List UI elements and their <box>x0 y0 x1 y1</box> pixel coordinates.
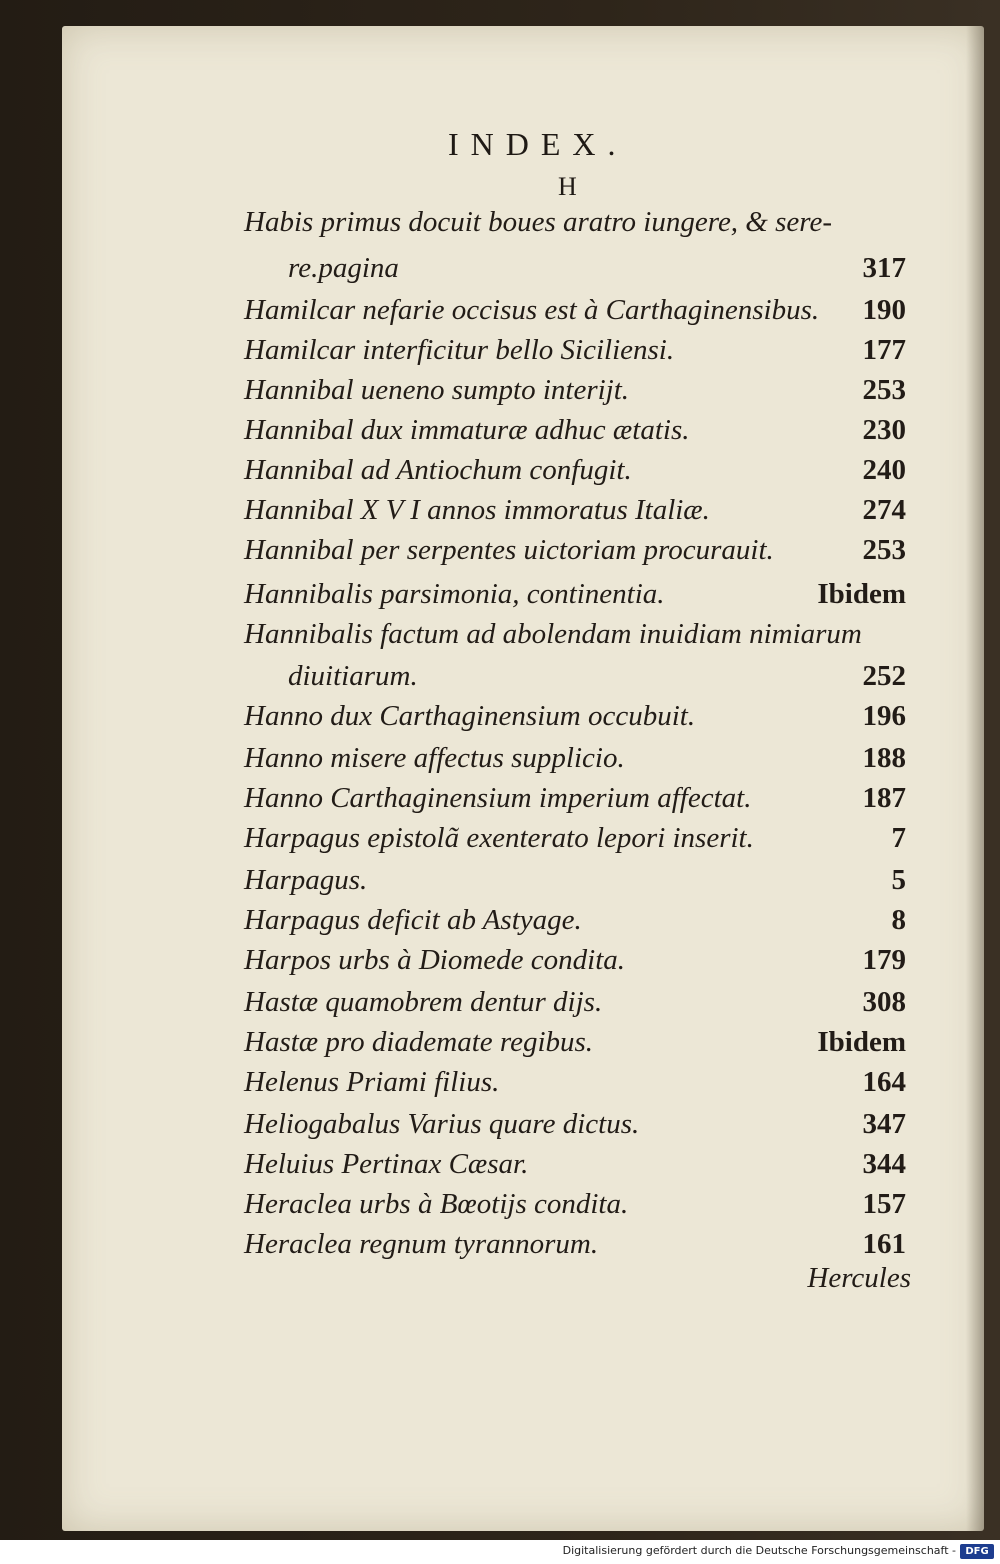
entry-text: Hannibal ad Antiochum confugit. <box>244 454 632 486</box>
entry-text: Harpagus deficit ab Astyage. <box>244 904 582 936</box>
entry-text: Heraclea regnum tyrannorum. <box>244 1228 599 1260</box>
index-entry <box>244 864 906 902</box>
entry-text: Heraclea urbs à Bœotijs condita. <box>244 1188 629 1220</box>
index-entry <box>244 252 906 290</box>
index-entry <box>244 660 906 698</box>
entry-page-number: 7 <box>891 822 906 854</box>
index-entry <box>244 578 906 616</box>
entry-text: Hastæ quamobrem dentur dijs. <box>244 986 603 1018</box>
index-entry <box>244 944 906 982</box>
entry-page-number: 5 <box>891 864 906 896</box>
entry-text: Hamilcar nefarie occisus est à Carthaginensibus. <box>244 294 820 326</box>
entry-page-number: 161 <box>862 1228 906 1260</box>
index-entry <box>244 1148 906 1186</box>
entry-page-number: Ibidem <box>817 1026 906 1058</box>
entry-page-number: 317 <box>862 252 906 284</box>
entry-text: Hannibal dux immaturæ adhuc ætatis. <box>244 414 690 446</box>
entry-text: Hanno Carthaginensium imperium affectat. <box>244 782 752 814</box>
index-entry <box>244 414 906 452</box>
index-entry <box>244 1188 906 1226</box>
entry-text: Helenus Priami filius. <box>244 1066 500 1098</box>
catchword: Hercules <box>807 1262 911 1294</box>
entry-text: diuitiarum. <box>288 660 418 692</box>
index-entry <box>244 294 906 332</box>
entry-page-number: 177 <box>862 334 906 366</box>
index-entry <box>244 534 906 572</box>
entry-text: Hannibal per serpentes uictoriam procurauit. <box>244 534 774 566</box>
entry-page-number: 253 <box>862 374 906 406</box>
index-entry <box>244 1066 906 1104</box>
entry-page-number: 253 <box>862 534 906 566</box>
index-entry <box>244 206 906 244</box>
digitization-footer <box>0 1540 1000 1564</box>
index-entry <box>244 334 906 372</box>
entry-text: Hanno misere affectus supplicio. <box>244 742 625 774</box>
entry-page-number: 196 <box>862 700 906 732</box>
entry-page-number: 190 <box>862 294 906 326</box>
index-entry <box>244 700 906 738</box>
entry-text: Harpagus epistolã exenterato lepori inserit. <box>244 822 754 854</box>
entry-page-number: Ibidem <box>817 578 906 610</box>
entry-text: Hannibal ueneno sumpto interijt. <box>244 374 630 406</box>
entry-text: Hamilcar interficitur bello Siciliensi. <box>244 334 675 366</box>
dfg-logo-icon: DFG <box>960 1544 994 1559</box>
entry-page-number: 347 <box>862 1108 906 1140</box>
index-entry <box>244 782 906 820</box>
index-entry <box>244 618 906 656</box>
index-entry <box>244 904 906 942</box>
entry-text: Harpos urbs à Diomede condita. <box>244 944 626 976</box>
index-entry <box>244 1108 906 1146</box>
entry-text: re.pagina <box>288 252 399 284</box>
entry-text: Hannibalis parsimonia, continentia. <box>244 578 665 610</box>
entry-text: Hanno dux Carthaginensium occubuit. <box>244 700 696 732</box>
entry-text: Heliogabalus Varius quare dictus. <box>244 1108 640 1140</box>
index-entry <box>244 986 906 1024</box>
entry-text: Harpagus. <box>244 864 368 896</box>
index-entry <box>244 1228 906 1266</box>
running-head: INDEX. <box>448 126 628 162</box>
entry-page-number: 157 <box>862 1188 906 1220</box>
index-entry <box>244 494 906 532</box>
index-entry <box>244 742 906 780</box>
index-entry <box>244 454 906 492</box>
entry-page-number: 230 <box>862 414 906 446</box>
entry-page-number: 240 <box>862 454 906 486</box>
entry-page-number: 308 <box>862 986 906 1018</box>
entry-page-number: 344 <box>862 1148 906 1180</box>
index-entry <box>244 374 906 412</box>
entry-text: Hannibal X V I annos immoratus Italiæ. <box>244 494 710 526</box>
funding-credit: Digitalisierung gefördert durch die Deutsche Forschungsgemeinschaft - <box>562 1544 956 1557</box>
index-entry <box>244 822 906 860</box>
entry-page-number: 179 <box>862 944 906 976</box>
entry-text: Hastæ pro diademate regibus. <box>244 1026 594 1058</box>
entry-page-number: 8 <box>891 904 906 936</box>
index-entry <box>244 1026 906 1064</box>
entry-page-number: 164 <box>862 1066 906 1098</box>
entry-text: Heluius Pertinax Cæsar. <box>244 1148 529 1180</box>
entry-page-number: 274 <box>862 494 906 526</box>
entry-page-number: 188 <box>862 742 906 774</box>
entry-text: Habis primus docuit boues aratro iungere, & sere- <box>244 206 833 238</box>
entry-text: Hannibalis factum ad abolendam inuidiam nimiarum <box>244 618 862 650</box>
section-letter: H <box>558 172 577 201</box>
entry-page-number: 252 <box>862 660 906 692</box>
entry-page-number: 187 <box>862 782 906 814</box>
